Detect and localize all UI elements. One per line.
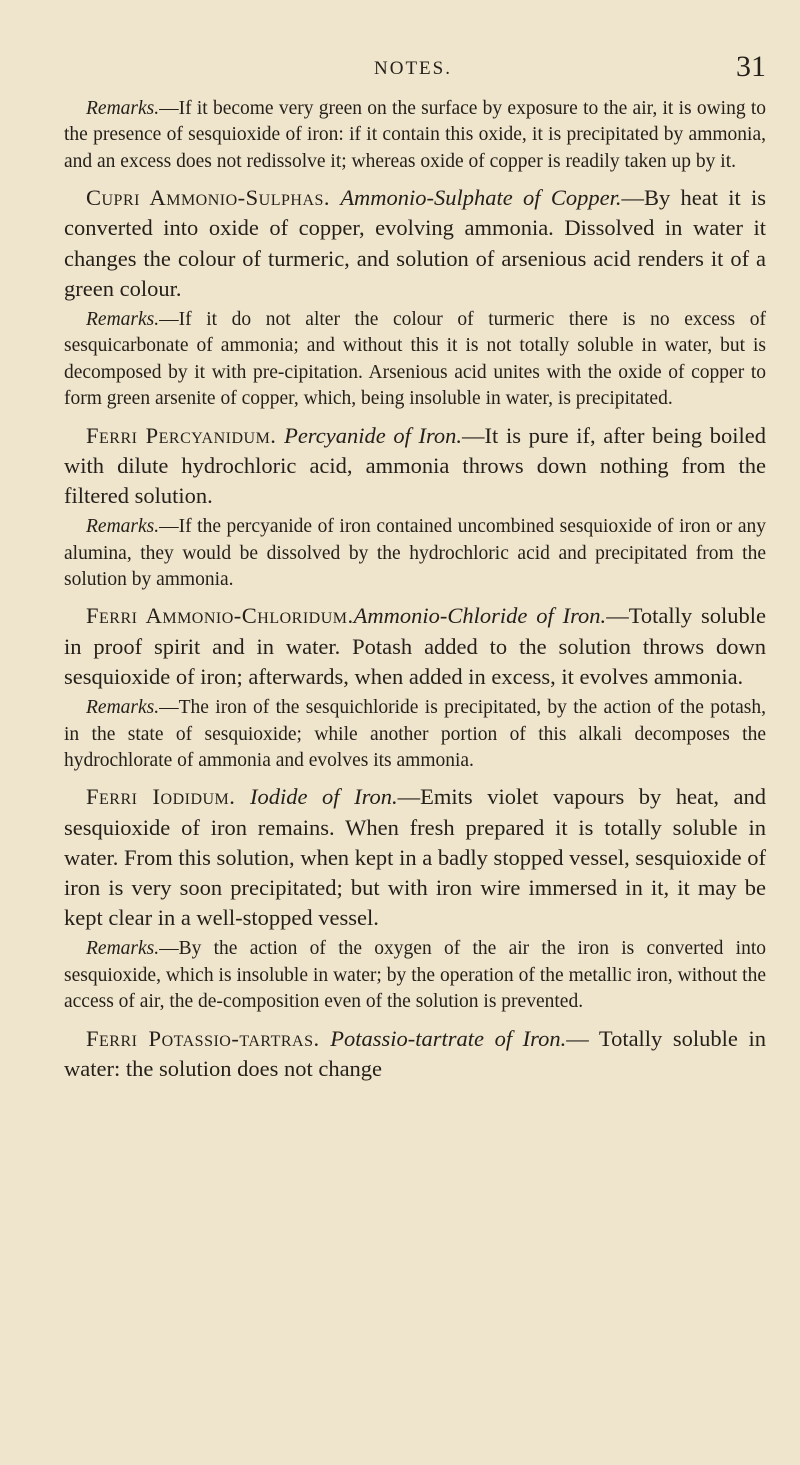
remarks-label: Remarks. — [86, 98, 160, 119]
remarks-label: Remarks. — [86, 309, 160, 331]
latin-name: Ferri Percyanidum. — [86, 422, 277, 448]
remarks-text: —If it become very green on the surface by exposure to the air, it is owing to the presence of sesquioxide of iron: if it contain this oxide, it is precipitated by ammonia, and an excess does not redissolve it; whereas oxide of copper is readily taken up by it. — [64, 98, 766, 172]
entry-ferri-iodidum — [64, 782, 766, 933]
latin-name: Ferri Iodidum. — [86, 784, 236, 810]
latin-name: Cupri Ammonio-Sulphas. — [86, 185, 331, 211]
english-name: Ammonio-Sulphate of Copper. — [340, 185, 622, 211]
notes-body — [64, 96, 766, 1087]
remarks-label: Remarks. — [86, 516, 160, 538]
remarks-paragraph — [64, 514, 766, 593]
remarks-text: —The iron of the sesquichloride is precipitated, by the action of the potash, in the state of sesquioxide; while another portion of this alkali decomposes the hydrochlorate of ammonia and evolves its ammonia. — [64, 697, 766, 771]
running-title: NOTES. — [374, 58, 452, 79]
remarks-label: Remarks. — [86, 697, 160, 719]
remarks-text: —If it do not alter the colour of turmeric there is no excess of sesquicarbonate of ammonia; and without this it is not totally soluble in water, but is decomposed by it with pre-cipitation. Arsenious acid unites with the oxide of copper to form green arsenite of copper, which, being insoluble in water, is precipitated. — [64, 309, 766, 410]
english-name: Ammonio-Chloride of Iron. — [353, 603, 607, 629]
latin-name: Ferri Ammonio-Chloridum. — [86, 603, 354, 629]
english-name: Percyanide of Iron. — [284, 422, 463, 448]
remarks-text: —By the action of the oxygen of the air the iron is converted into sesquioxide, which is insoluble in water; by the operation of the metallic iron, without the access of air, the de-composition even of the solution is prevented. — [64, 938, 766, 1013]
latin-name: Ferri Potassio-tartras. — [86, 1025, 320, 1051]
english-name: Potassio-tartrate of Iron. — [330, 1025, 567, 1051]
entry-text: —By heat it is converted into oxide of copper, evolving ammonia. Dissolved in water it changes the colour of turmeric, and solution of arsenious acid renders it of a green colour. — [64, 185, 766, 301]
remarks-text: —If the percyanide of iron contained uncombined sesquioxide of iron or any alumina, they would be dissolved by the hydrochloric acid and precipitated from the solution by ammonia. — [64, 516, 766, 591]
remarks-paragraph — [64, 307, 766, 413]
entry-ferri-percyanidum — [64, 421, 766, 512]
remarks-paragraph — [64, 96, 766, 175]
page-header — [60, 50, 766, 88]
entry-text: —Totally soluble in proof spirit and in water. Potash added to the solution throws down sesquioxide of iron; afterwards, when added in excess, it evolves ammonia. — [64, 603, 766, 689]
entry-ferri-potassio-tartras — [64, 1024, 766, 1084]
entry-text: —It is pure if, after being boiled with dilute hydrochloric acid, ammonia throws down nothing from the filtered solution. — [64, 422, 766, 509]
page-number: 31 — [736, 50, 766, 83]
entry-cupri-ammonio-sulphas — [64, 183, 766, 304]
entry-text: — Totally soluble in water: the solution does not change — [64, 1025, 766, 1081]
remarks-paragraph — [64, 936, 766, 1015]
entry-text: —Emits violet vapours by heat, and sesquioxide of iron remains. When fresh prepared it is totally soluble in water. From this solution, when kept in a badly stopped vessel, sesquioxide of iron is very soon precipitated; but with iron wire immersed in it, it may be kept clear in a well-stopped vessel. — [64, 784, 766, 931]
remarks-paragraph — [64, 695, 766, 774]
remarks-label: Remarks. — [86, 938, 160, 960]
entry-ferri-ammonio-chloridum — [64, 601, 766, 692]
english-name: Iodide of Iron. — [249, 784, 398, 810]
